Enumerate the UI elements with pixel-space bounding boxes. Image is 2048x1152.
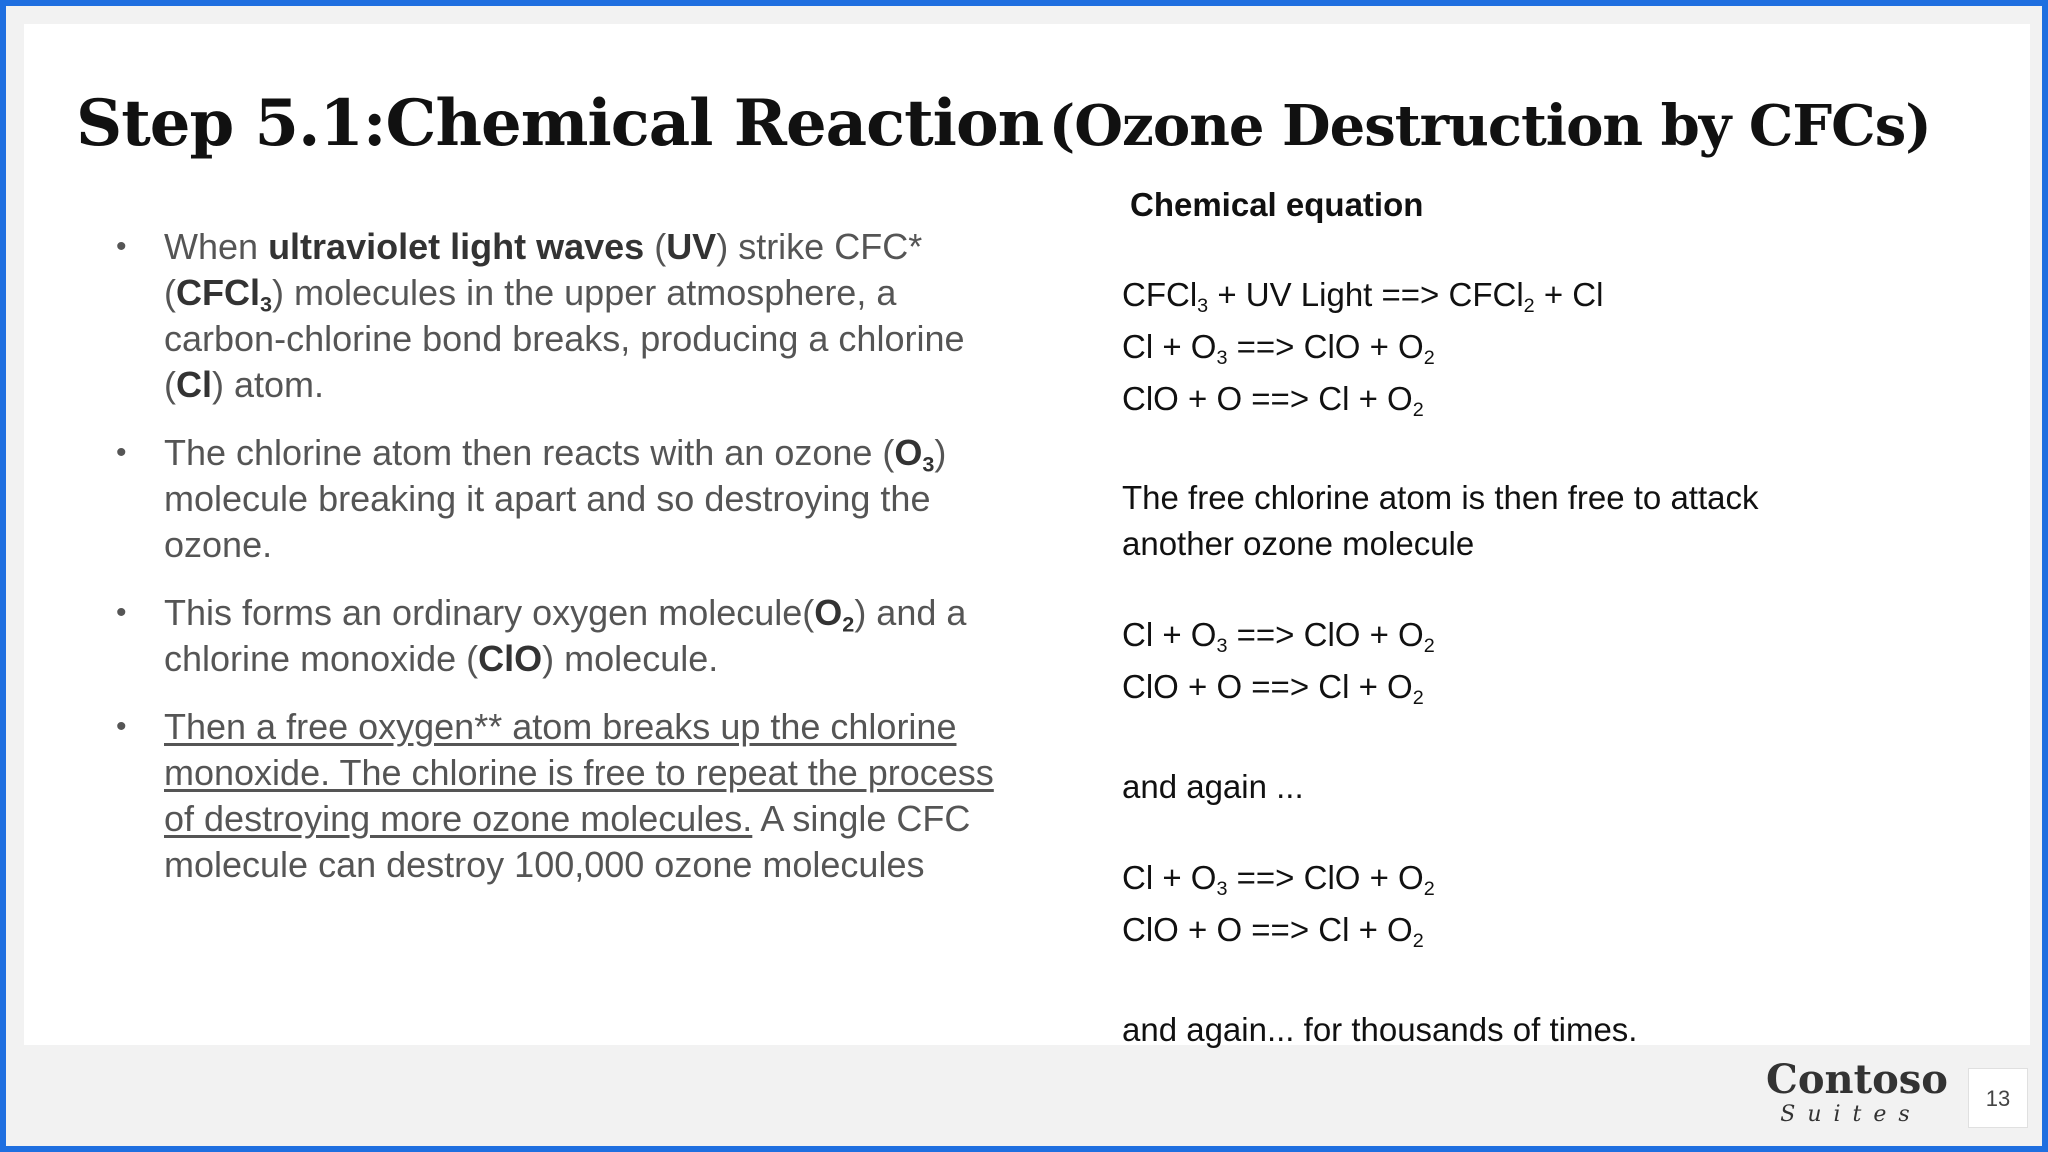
bullet-item: • When ultraviolet light waves (UV) strike CFC* (CFCl$_3$) molecules in the upper atmosphere, a carbon-chlorine bond breaks, producing a chlorine (Cl) atom. — [116, 226, 965, 405]
bullet-bold — [814, 592, 855, 637]
title-main: Step 5.1:Chemical Reaction — [76, 86, 1044, 161]
bullet-text: ) atom. — [212, 364, 325, 405]
bullet-text: ) strike CFC* — [716, 226, 923, 267]
subscript: 2 — [1523, 294, 1535, 317]
formula: O — [894, 432, 923, 473]
bullet-text: ( — [654, 226, 667, 267]
bullet-item — [116, 590, 1016, 682]
bullet-dot-icon: • — [116, 710, 127, 743]
logo-name: Contoso — [1766, 1056, 1948, 1103]
bullet-text: ) and a chlorine monoxide ( — [164, 592, 967, 679]
eq-text: Cl + O — [1122, 859, 1217, 896]
equation-line — [1122, 609, 1435, 661]
equation-line — [1122, 904, 1424, 956]
eq-text: Cl + O — [1122, 328, 1217, 365]
subscript: 3 — [1216, 346, 1228, 369]
bullet-underlined-text: Then a free oxygen** atom breaks up the chlorine monoxide. The chlorine is free to repeat the process of destroying more ozone molecules. — [164, 706, 994, 839]
subscript: 2 — [1423, 877, 1435, 900]
eq-text: + Cl — [1534, 276, 1604, 313]
eq-text: ==> ClO + O — [1227, 616, 1424, 653]
bullet-bold: ultraviolet light waves — [268, 226, 645, 267]
bullet-item — [116, 704, 1016, 888]
eq-text: ClO + O ==> Cl + O — [1122, 380, 1413, 417]
free-chlorine-line: The free chlorine atom is then free to attack — [1122, 479, 1759, 516]
slide — [24, 24, 2030, 1048]
formula: O — [814, 592, 843, 633]
subscript: 3 — [1216, 877, 1228, 900]
eq-text: CFCl — [1122, 276, 1198, 313]
equation-line — [1122, 852, 1435, 904]
eq-text: ClO + O ==> Cl + O — [1122, 911, 1413, 948]
bullet-text: ) molecule. — [542, 638, 719, 679]
eq-text: Cl + O — [1122, 616, 1217, 653]
eq-text: ==> ClO + O — [1227, 859, 1424, 896]
equation-line — [1122, 269, 1603, 321]
subscript: 2 — [1412, 686, 1424, 709]
bullet-text: ) molecules in the upper atmosphere, a carbon-chlorine bond breaks, producing a chlorine ( — [164, 272, 965, 405]
subscript: 2 — [842, 611, 855, 637]
equation-line — [1122, 373, 1424, 425]
subscript: 2 — [1423, 346, 1435, 369]
bullet-bold: ClO — [478, 638, 543, 679]
final-line: and again... for thousands of times. — [1122, 1011, 1638, 1048]
subscript: 3 — [260, 291, 273, 317]
contoso-logo — [1766, 1056, 1948, 1128]
bullet-text: ) molecule breaking it apart and so destroying the ozone. — [164, 432, 947, 565]
bullet-text: A single CFC molecule can destroy 100,000 ozone molecules — [164, 798, 971, 885]
bullet-item — [116, 430, 1016, 568]
bullet-dot-icon: • — [116, 230, 127, 263]
slide-title — [76, 86, 1931, 161]
page-number: 13 — [1968, 1068, 2028, 1128]
bullet-text: The chlorine atom then reacts with an ozone ( — [164, 432, 895, 473]
bullet-dot-icon: • — [116, 596, 127, 629]
eq-text: + UV Light ==> CFCl — [1208, 276, 1524, 313]
title-sub: (Ozone Destruction by CFCs) — [1048, 93, 1931, 159]
subscript: 3 — [1197, 294, 1209, 317]
subscript: 3 — [1216, 634, 1228, 657]
bullet-dot-icon: • — [116, 436, 127, 469]
free-chlorine-line: another ozone molecule — [1122, 525, 1475, 562]
logo-tagline: Suites — [1780, 1102, 1922, 1127]
equation-line — [1122, 661, 1424, 713]
bullet-bold: Cl — [176, 364, 212, 405]
bullet-bold — [176, 272, 273, 317]
bullet-bold: UV — [666, 226, 717, 267]
bullet-text: This forms an ordinary oxygen molecule( — [164, 592, 815, 633]
eq-text: ==> ClO + O — [1227, 328, 1424, 365]
subscript: 2 — [1423, 634, 1435, 657]
bullet-text: When — [164, 226, 259, 267]
equations-heading: Chemical equation — [1130, 186, 1424, 223]
eq-text: ClO + O ==> Cl + O — [1122, 668, 1413, 705]
subscript: 3 — [922, 451, 935, 477]
subscript: 2 — [1412, 929, 1424, 952]
bullet-bold — [894, 432, 935, 477]
subscript: 2 — [1412, 398, 1424, 421]
equation-line — [1122, 321, 1435, 373]
again-line: and again ... — [1122, 768, 1304, 805]
bullet-list — [116, 224, 1016, 910]
formula: CFCl — [176, 272, 260, 313]
